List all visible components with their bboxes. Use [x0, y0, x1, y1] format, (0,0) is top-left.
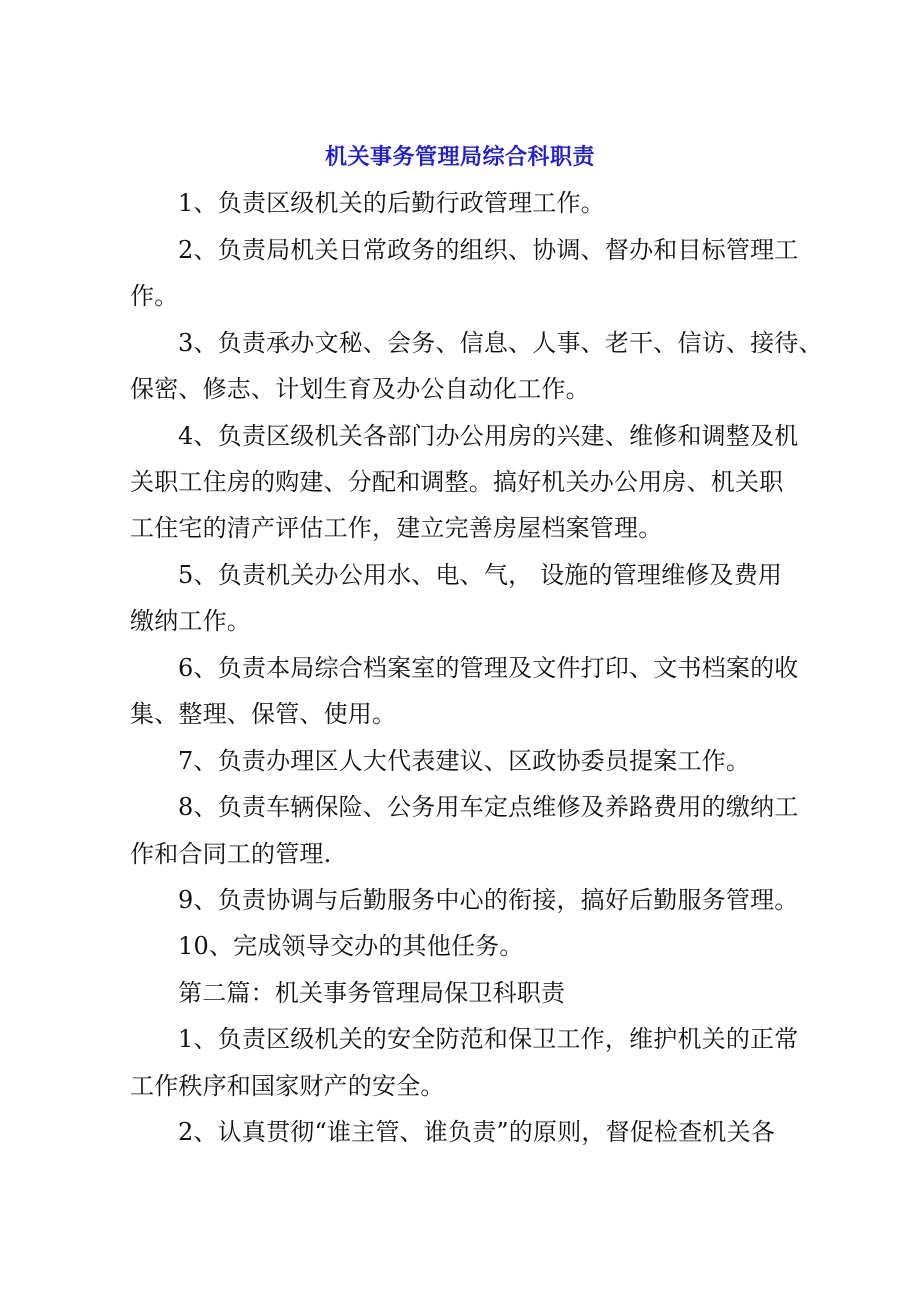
paragraph-6-line-1: 6、负责本局综合档案室的管理及文件打印、文书档案的收	[178, 654, 799, 682]
s2-paragraph-2-line-1: 2、认真贯彻“谁主管、谁负责”的原则，督促检查机关各	[178, 1118, 776, 1146]
paragraph-4-line-2: 关职工住房的购建、分配和调整。搞好机关办公用房、机关职	[130, 468, 784, 496]
paragraph-6-line-2: 集、整理、保管、使用。	[130, 700, 397, 728]
paragraph-4-line-3: 工住宅的清产评估工作，建立完善房屋档案管理。	[130, 514, 663, 542]
paragraph-10-line-1: 10、完成领导交办的其他任务。	[178, 932, 524, 960]
s2-paragraph-1-line-1: 1、负责区级机关的安全防范和保卫工作，维护机关的正常	[178, 1025, 799, 1053]
paragraph-8-line-1: 8、负责车辆保险、公务用车定点维修及养路费用的缴纳工	[178, 793, 799, 821]
paragraph-1-line-1: 1、负责区级机关的后勤行政管理工作。	[178, 189, 605, 217]
paragraph-7-line-1: 7、负责办理区人大代表建议、区政协委员提案工作。	[178, 747, 751, 775]
paragraph-5-line-1: 5、负责机关办公用水、电、气， 设施的管理维修及费用	[178, 561, 783, 589]
paragraph-2-line-1: 2、负责局机关日常政务的组织、协调、督办和目标管理工	[178, 236, 799, 264]
paragraph-3-line-2: 保密、修志、计划生育及办公自动化工作。	[130, 375, 590, 403]
document-title: 机关事务管理局综合科职责	[324, 145, 595, 170]
section-2-heading: 第二篇：机关事务管理局保卫科职责	[178, 979, 566, 1007]
s2-paragraph-1-line-2: 工作秩序和国家财产的安全。	[130, 1072, 445, 1100]
paragraph-9-line-1: 9、负责协调与后勤服务中心的衔接，搞好后勤服务管理。	[178, 886, 799, 914]
paragraph-4-line-1: 4、负责区级机关各部门办公用房的兴建、维修和调整及机	[178, 422, 799, 450]
paragraph-8-line-2: 作和合同工的管理.	[130, 840, 332, 868]
paragraph-3-line-1: 3、负责承办文秘、会务、信息、人事、老干、信访、接待、	[178, 329, 823, 357]
paragraph-5-line-2: 缴纳工作。	[130, 607, 251, 635]
paragraph-2-line-2: 作。	[130, 282, 179, 310]
